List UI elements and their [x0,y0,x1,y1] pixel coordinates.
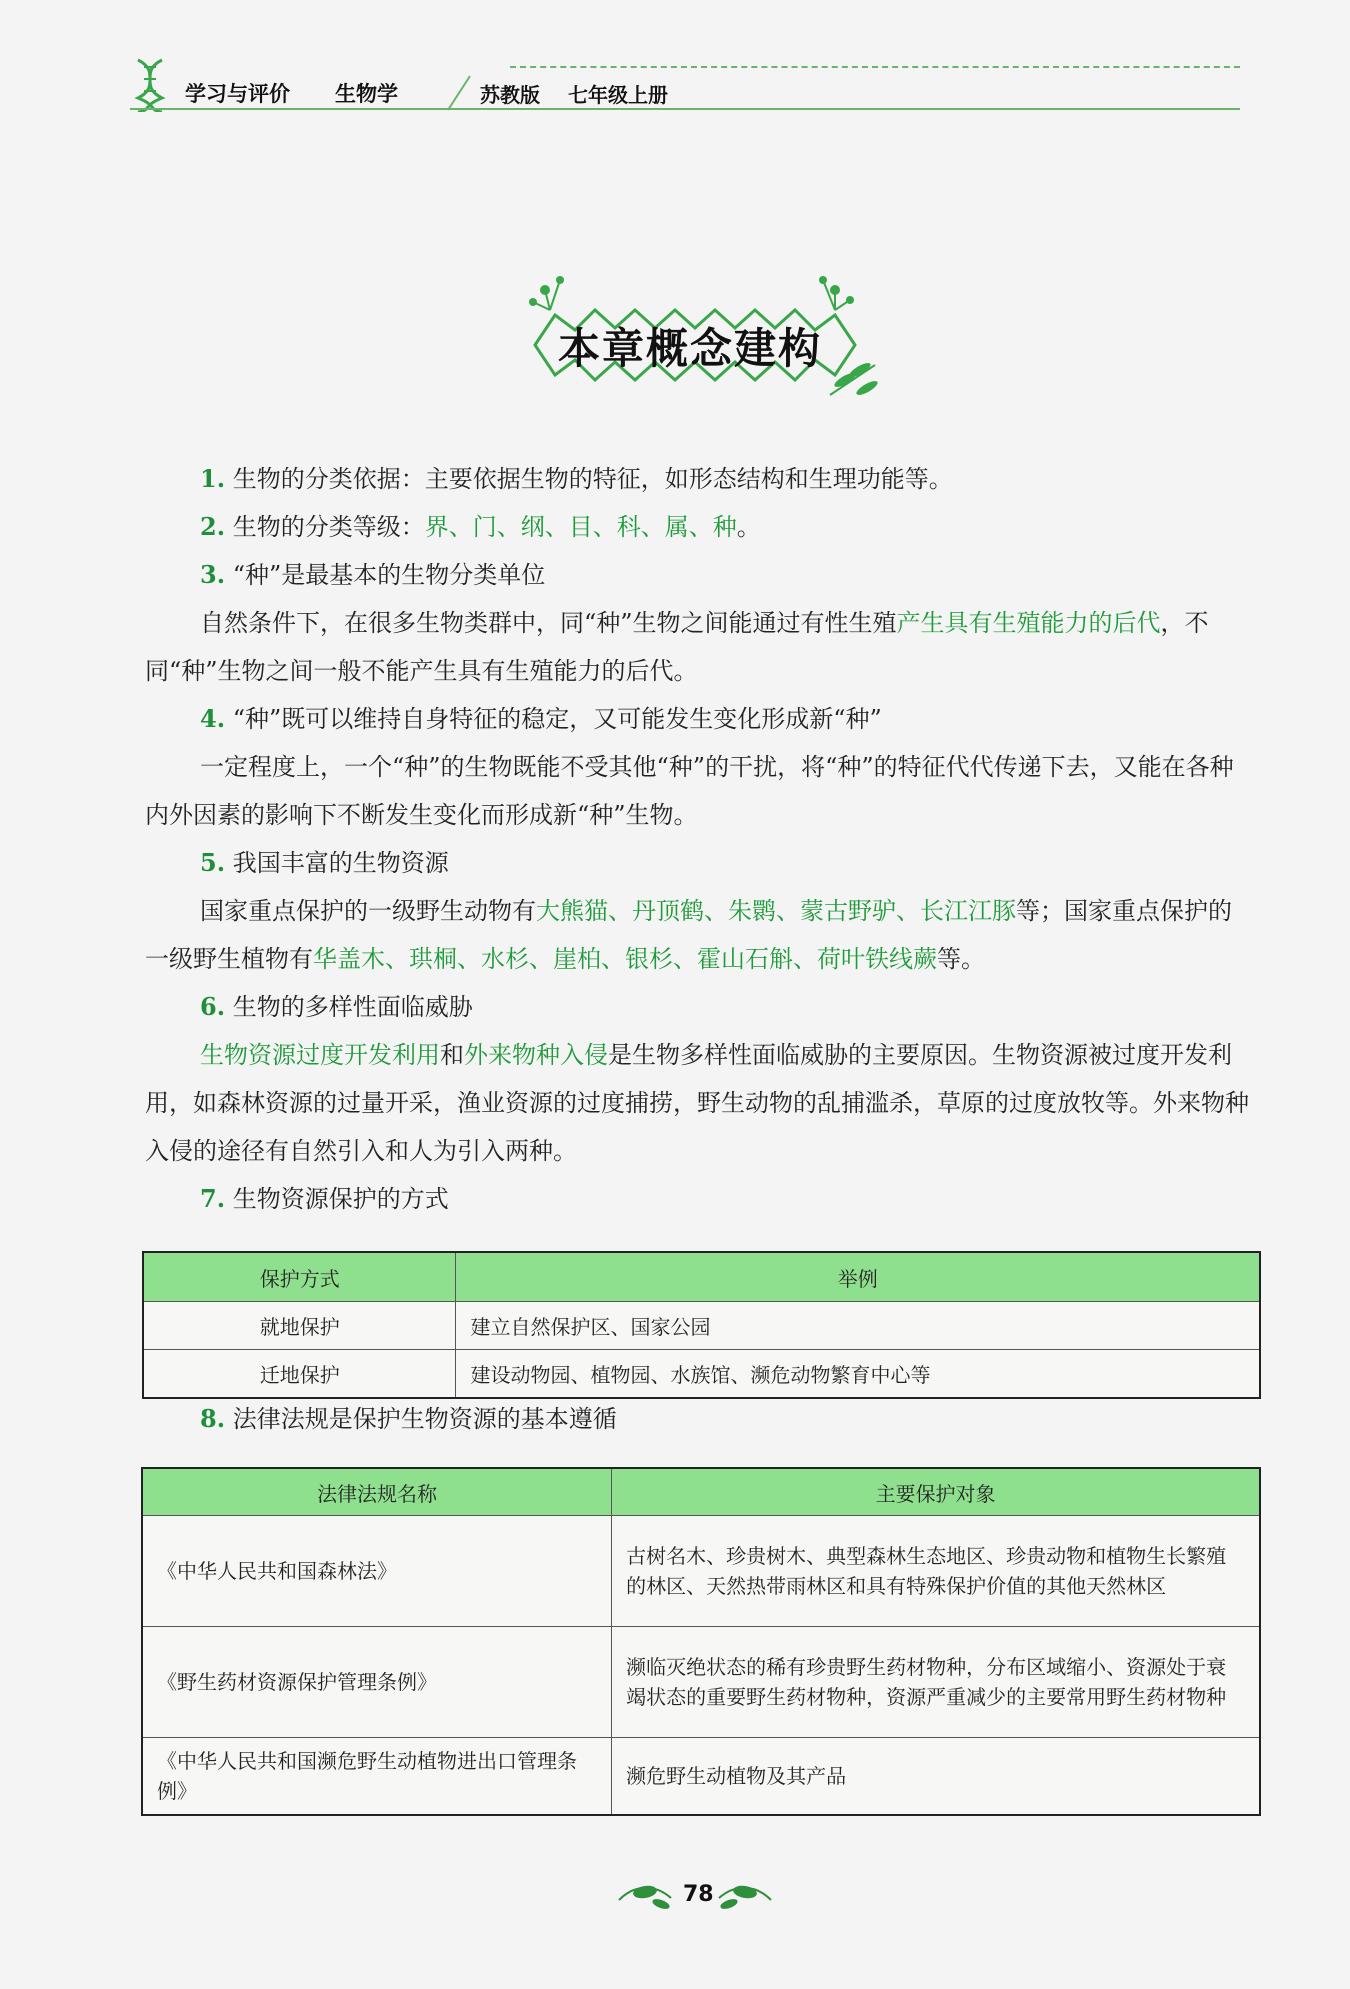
table-cell: 《中华人民共和国森林法》 [143,1516,612,1627]
paragraph-text: 自然条件下，在很多生物类群中，同“种”生物之间能通过有性生殖 [200,609,897,637]
page-footer [615,1880,775,1920]
item-heading: “种”既可以维持自身特征的稳定，又可能发生变化形成新“种” [232,705,882,733]
table-row [144,1350,1260,1398]
column-header: 主要保护对象 [612,1469,1260,1516]
header-dashed-line [510,66,1240,68]
item-4-body: 一定程度上，一个“种”的生物既能不受其他“种”的干扰，将“种”的特征代代传递下去，又能在各种内外因素的影响下不断发生变化而形成新“种”生物。 [145,753,1234,829]
edition-label: 苏教版 [480,83,540,107]
key-term: 生物资源过度开发利用 [200,1041,440,1069]
page-header [130,58,1240,113]
table-row [144,1302,1260,1350]
item-heading: 生物的多样性面临威胁 [232,993,473,1021]
item-number: 4. [200,704,226,733]
header-divider [440,72,480,112]
item-text: 生物的分类等级： [232,513,425,541]
dna-icon [132,58,168,112]
protection-methods-table [143,1252,1260,1398]
paragraph-text: 是生物多样性面临威胁的主要原因。生物资源被过度开发利用，如森林资源的过量开采，渔业资源的过度捕捞，野生动物的乱捕滥杀，草原的过度放牧等。外来物种入侵的途径有自然引入和人为引入两种。 [145,1041,1249,1165]
leaf-right-icon [715,1880,775,1916]
grade-label: 七年级上册 [568,83,668,107]
item-heading: 法律法规是保护生物资源的基本遵循 [232,1405,617,1433]
table-cell: 《中华人民共和国濒危野生动植物进出口管理条例》 [143,1738,612,1815]
column-header: 保护方式 [144,1253,456,1302]
key-term: 产生具有生殖能力的后代 [896,609,1161,637]
item-heading: 我国丰富的生物资源 [232,849,449,877]
key-term: 外来物种入侵 [464,1041,608,1069]
table-cell: 建立自然保护区、国家公园 [456,1302,1260,1350]
item-6-body [145,1031,1255,1175]
table-cell: 濒临灭绝状态的稀有珍贵野生药材物种，分布区域缩小、资源处于衰竭状态的重要野生药材物种，资源严重减少的主要常用野生药材物种 [612,1627,1260,1738]
header-rule [130,108,1240,110]
item-number: 6. [200,992,226,1021]
table-row [143,1738,1260,1815]
item-heading: 生物资源保护的方式 [232,1185,449,1213]
item-number: 5. [200,848,226,877]
leaf-left-icon [615,1880,675,1916]
item-heading: “种”是最基本的生物分类单位 [232,561,546,589]
table-cell: 濒危野生动植物及其产品 [612,1738,1260,1815]
item-8-heading [200,1395,617,1443]
paragraph-text: 和 [440,1041,464,1069]
paragraph-text: 等；国家重点保护的一级野生植物有 [145,897,1232,973]
column-header: 法律法规名称 [143,1469,612,1516]
laws-table [142,1468,1260,1815]
item-5-heading [145,839,1255,887]
book-title: 学习与评价 [185,82,290,106]
item-6-heading [145,983,1255,1031]
table-cell: 就地保护 [144,1302,456,1350]
table-cell: 古树名木、珍贵树木、典型森林生态地区、珍贵动物和植物生长繁殖的林区、天然热带雨林区和具有特殊保护价值的其他天然林区 [612,1516,1260,1627]
subject-label: 生物学 [335,82,398,106]
item-2 [145,503,1255,551]
chapter-title: 本章概念建构 [557,324,822,373]
item-7-heading [145,1175,1255,1223]
item-number: 2. [200,512,226,541]
table-cell: 迁地保护 [144,1350,456,1398]
paragraph-text: 国家重点保护的一级野生动物有 [200,897,536,925]
item-number: 1. [200,464,226,493]
page-number: 78 [683,1882,714,1907]
item-number: 8. [200,1404,226,1433]
column-header: 举例 [456,1253,1260,1302]
item-3-heading [145,551,1255,599]
item-number: 3. [200,560,226,589]
paragraph-text: ，不同“种”生物之间一般不能产生具有生殖能力的后代。 [145,609,1209,685]
item-text: 。 [736,513,761,541]
item-text: 生物的分类依据：主要依据生物的特征，如形态结构和生理功能等。 [232,465,953,493]
key-term: 华盖木、珙桐、水杉、崖柏、银杉、霍山石斛、荷叶铁线蕨 [313,945,937,973]
item-1 [145,455,1255,503]
table-header-row [144,1253,1260,1302]
item-5-body [145,887,1255,983]
chapter-banner [505,270,885,410]
table-cell: 建设动物园、植物园、水族馆、濒危动物繁育中心等 [456,1350,1260,1398]
item-3-body [145,599,1255,695]
key-term: 界、门、纲、目、科、属、种 [424,513,737,541]
item-4-heading [145,695,1255,743]
paragraph-text: 等。 [937,945,985,973]
table-row [143,1627,1260,1738]
table-row [143,1516,1260,1627]
concept-content [145,455,1255,1223]
key-term: 大熊猫、丹顶鹤、朱鹮、蒙古野驴、长江江豚 [536,897,1016,925]
item-number: 7. [200,1184,226,1213]
table-cell: 《野生药材资源保护管理条例》 [143,1627,612,1738]
table-header-row [143,1469,1260,1516]
